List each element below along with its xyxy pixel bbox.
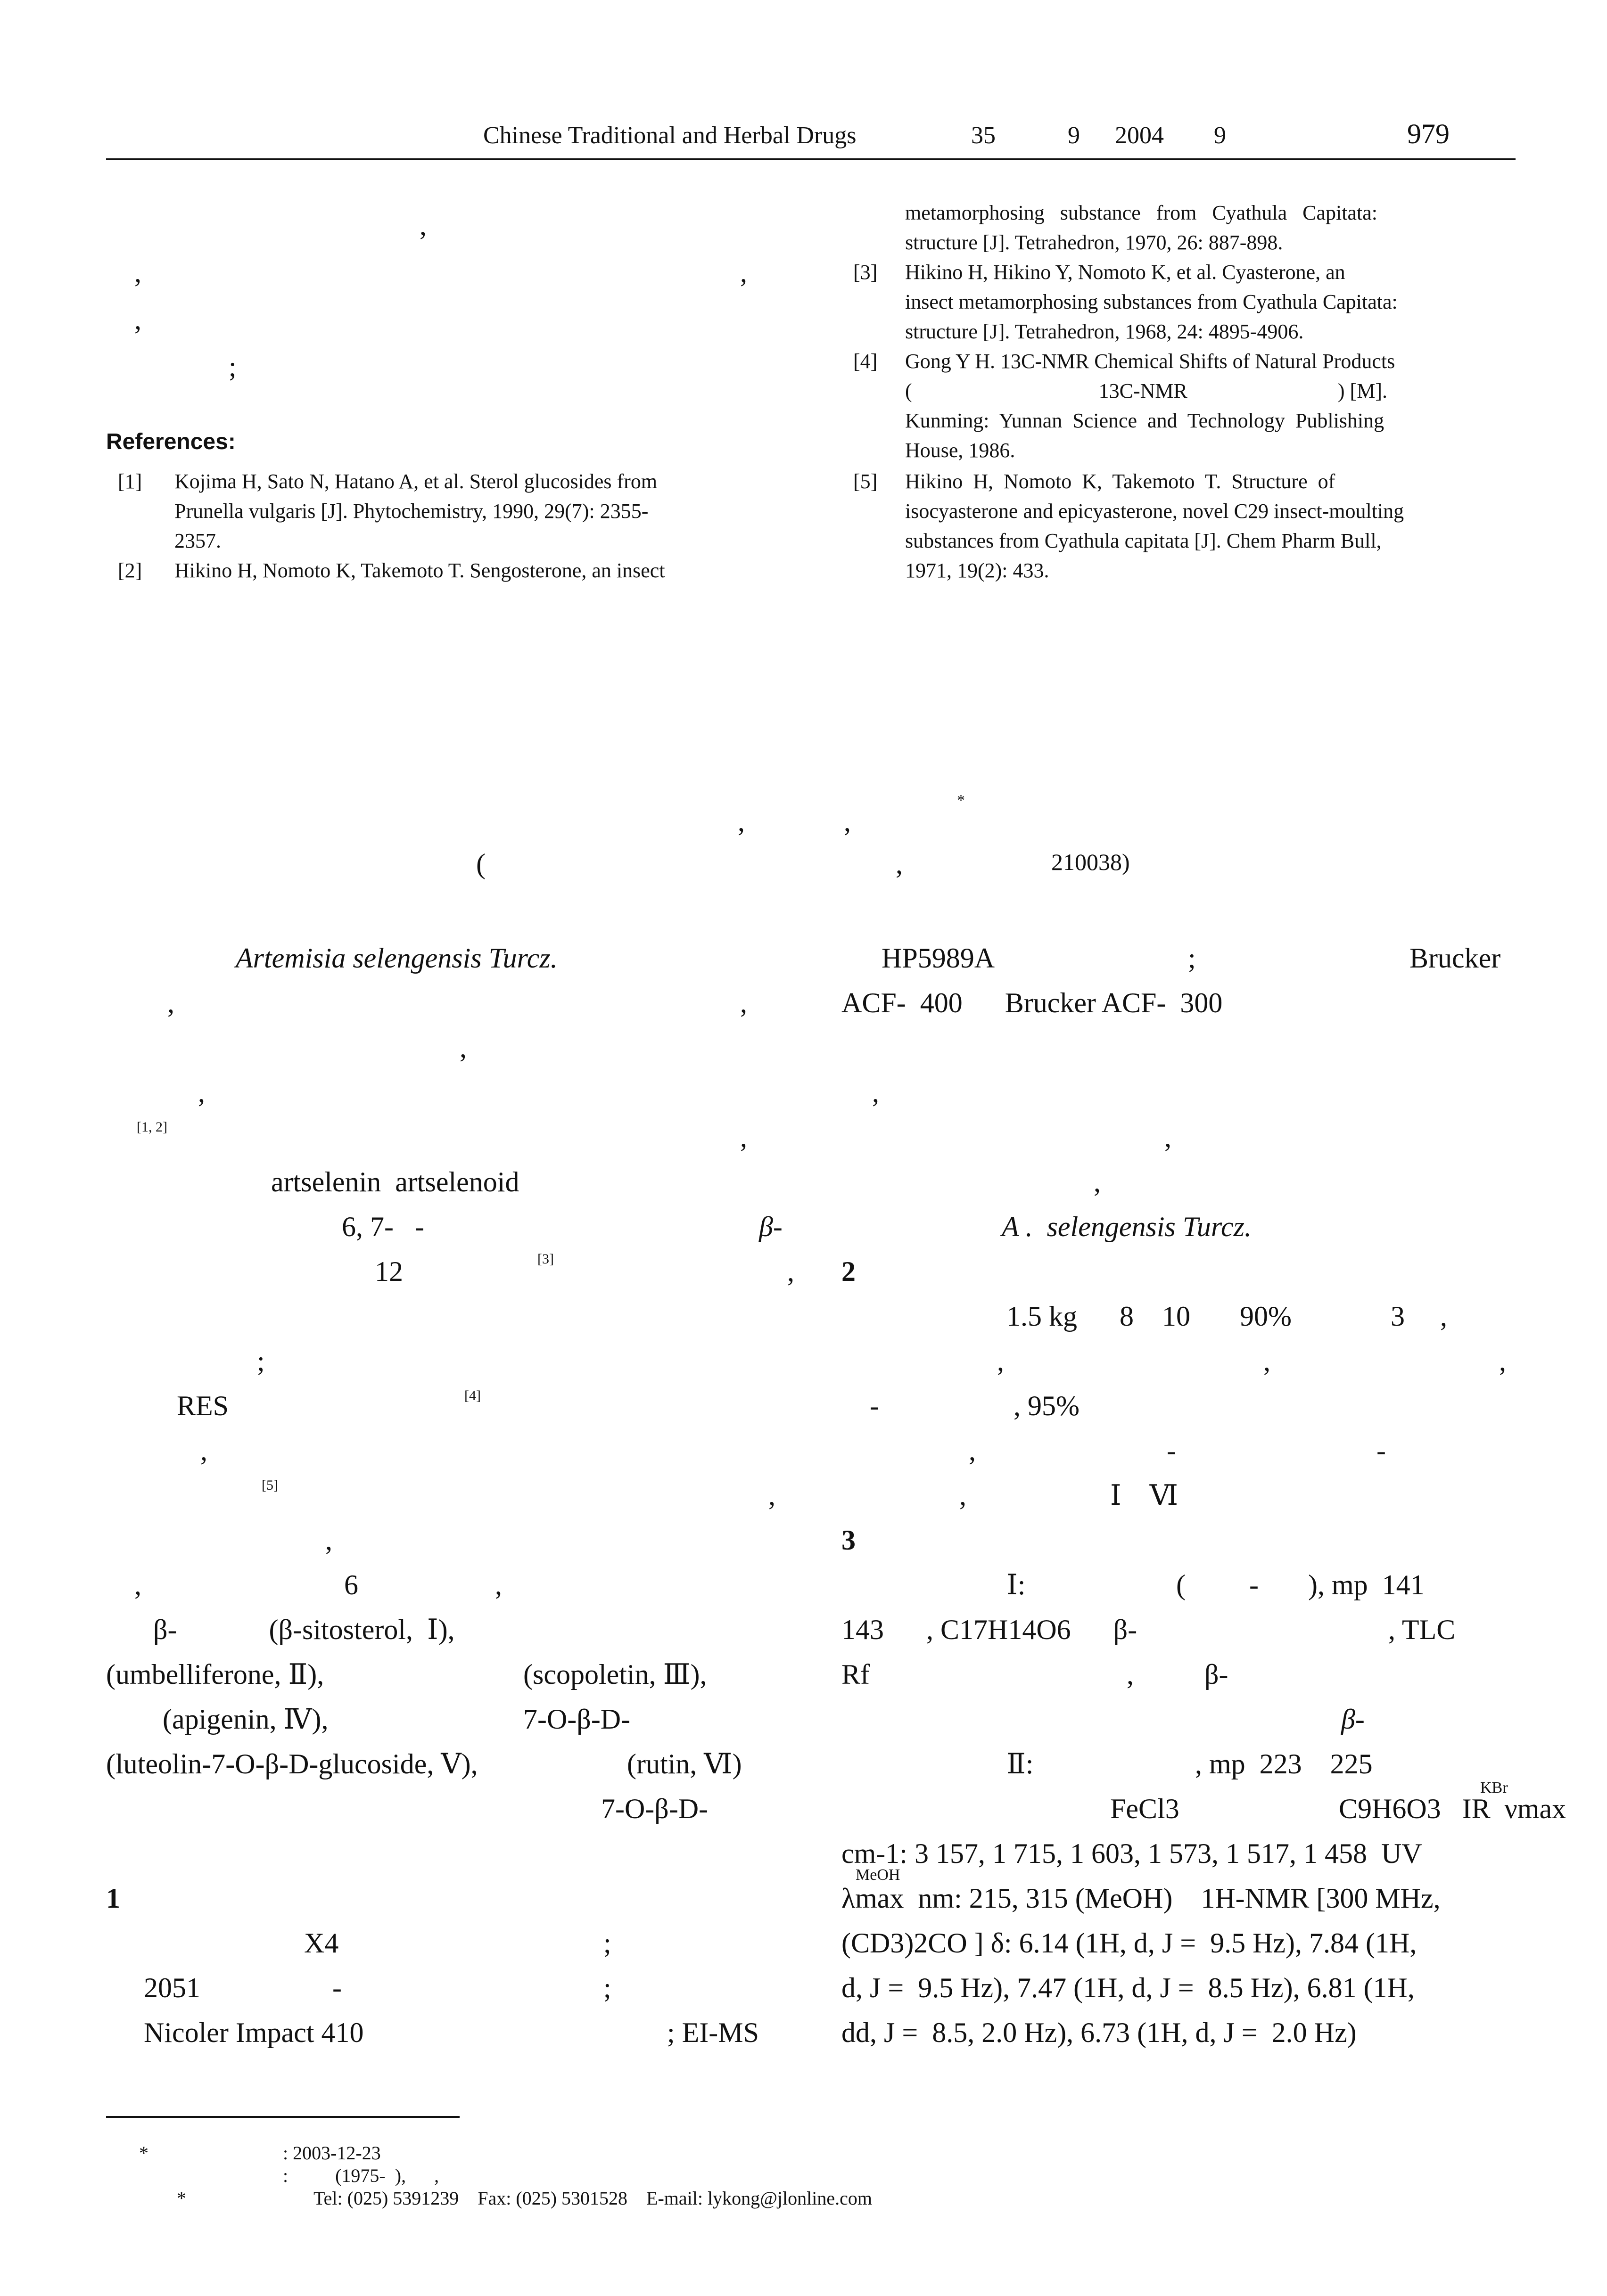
- body-line: ,: [460, 1032, 467, 1063]
- ref-line: insect metamorphosing substances from Cyathula Capitata:: [905, 290, 1398, 313]
- body-line: , mp 223 225: [1195, 1748, 1373, 1779]
- body-line: ACF- 400 Brucker ACF- 300: [841, 987, 1223, 1018]
- author-star: *: [957, 792, 965, 809]
- body-line: ,: [959, 1480, 966, 1511]
- body-line: 143 , C17H14O6 β-: [841, 1614, 1137, 1645]
- ref-number: [3]: [853, 261, 878, 284]
- top-fragment: ,: [134, 257, 141, 288]
- body-line: Ⅱ:: [1006, 1748, 1034, 1779]
- body-line: ;: [257, 1345, 265, 1377]
- volume: 35: [971, 122, 996, 149]
- body-line: ; EI-MS: [667, 2017, 759, 2048]
- ref-line: Prunella vulgaris [J]. Phytochemistry, 1990, 29(7): 2355-: [174, 500, 649, 523]
- body-line: 6: [344, 1569, 358, 1600]
- body-line: -: [1167, 1435, 1176, 1466]
- body-line: ,: [768, 1480, 775, 1511]
- body-line: 12: [375, 1256, 403, 1287]
- body-line: 7-O-β-D-: [523, 1704, 631, 1735]
- top-fragment: ,: [134, 304, 141, 335]
- footnote-marker: *: [139, 2142, 148, 2164]
- body-line: ,: [740, 987, 747, 1018]
- body-line: (luteolin-7-O-β-D-glucoside, Ⅴ),: [106, 1748, 478, 1779]
- affiliation-paren: (: [476, 848, 486, 879]
- ref-number: [5]: [853, 470, 878, 493]
- section-heading: 2: [841, 1256, 856, 1287]
- body-line: ;: [603, 1927, 611, 1959]
- ref-line: Hikino H, Nomoto K, Takemoto T. Structure of: [905, 470, 1335, 493]
- page-number: 979: [1407, 118, 1450, 149]
- ref-line: Kojima H, Sato N, Hatano A, et al. Sterol glucosides from: [174, 470, 658, 493]
- top-fragment: ,: [420, 210, 427, 241]
- body-line: - , 95%: [870, 1390, 1080, 1421]
- body-line: -: [332, 1972, 342, 2003]
- ref-line: ( 13C-NMR ) [M].: [905, 379, 1387, 402]
- ref-line: structure [J]. Tetrahedron, 1970, 26: 887-898.: [905, 231, 1283, 254]
- ref-line: Kunming: Yunnan Science and Technology Publishing: [905, 409, 1384, 432]
- top-fragment: ,: [740, 257, 747, 288]
- body-line: ( - ), mp 141: [1176, 1569, 1425, 1600]
- body-line: (rutin, Ⅵ): [627, 1748, 742, 1779]
- ref-line: structure [J]. Tetrahedron, 1968, 24: 4895-4906.: [905, 320, 1304, 343]
- body-line: ,: [1164, 1122, 1171, 1153]
- section-heading: 1: [106, 1883, 120, 1914]
- body-line: β-: [1341, 1704, 1365, 1735]
- body-line: Ⅰ Ⅵ: [1110, 1480, 1178, 1511]
- ref-line: metamorphosing substance from Cyathula Capitata:: [905, 201, 1378, 224]
- body-line: Nicoler Impact 410: [144, 2017, 364, 2048]
- body-line: X4: [304, 1927, 339, 1959]
- postcode: 210038): [1051, 849, 1130, 875]
- year: 2004: [1115, 122, 1164, 149]
- body-line: (CD3)2CO ] δ: 6.14 (1H, d, J = 9.5 Hz), 7.84 (1H,: [841, 1927, 1417, 1959]
- citation: [4]: [464, 1388, 481, 1403]
- body-line: ,: [740, 1122, 747, 1153]
- footnote-rule: [106, 2116, 460, 2118]
- month: 9: [1214, 122, 1226, 149]
- references-heading: References:: [106, 429, 236, 454]
- ref-number: [4]: [853, 350, 878, 373]
- ref-line: 2357.: [174, 529, 221, 552]
- body-line: ,: [198, 1077, 205, 1108]
- issue: 9: [1068, 122, 1080, 149]
- body-line: A . selengensis Turcz.: [1002, 1211, 1252, 1242]
- body-line: d, J = 9.5 Hz), 7.47 (1H, d, J = 8.5 Hz), 6.81 (1H,: [841, 1972, 1415, 2003]
- body-line: ,: [787, 1256, 794, 1287]
- body-line: Ⅰ:: [1006, 1569, 1026, 1600]
- body-line: ,: [969, 1435, 976, 1466]
- ref-number: [1]: [118, 470, 142, 493]
- body-line: ;: [1188, 943, 1196, 974]
- body-line: ,: [1263, 1345, 1270, 1377]
- body-line: , TLC: [1388, 1614, 1456, 1645]
- body-line: ,: [1499, 1345, 1506, 1377]
- body-line: ,: [167, 987, 174, 1018]
- body-line: (umbelliferone, Ⅱ),: [106, 1659, 324, 1690]
- body-line: 6, 7- -: [342, 1211, 424, 1242]
- footnote-text: : (1975- ), ,: [283, 2165, 439, 2186]
- author-commas: , ,: [738, 806, 851, 837]
- section-heading: 3: [841, 1525, 856, 1556]
- footnote-text: Tel: (025) 5391239 Fax: (025) 5301528 E-mail: lykong@jlonline.com: [313, 2188, 872, 2209]
- ref-line: Gong Y H. 13C-NMR Chemical Shifts of Natural Products: [905, 350, 1395, 373]
- citation: [5]: [262, 1477, 278, 1493]
- body-line: (apigenin, Ⅳ),: [163, 1704, 329, 1735]
- body-line: Artemisia selengensis Turcz.: [236, 943, 558, 974]
- journal-name: Chinese Traditional and Herbal Drugs: [483, 122, 857, 149]
- body-line: λmax nm: 215, 315 (MeOH) 1H-NMR [300 MHz,: [841, 1883, 1441, 1914]
- body-line: ,: [325, 1525, 332, 1556]
- body-line: ,: [872, 1077, 879, 1108]
- ref-line: 1971, 19(2): 433.: [905, 559, 1049, 582]
- citation: [3]: [537, 1251, 554, 1267]
- footnote-marker: *: [177, 2188, 186, 2209]
- body-line: ,: [495, 1569, 502, 1600]
- top-fragment: ;: [229, 351, 237, 382]
- body-line: dd, J = 8.5, 2.0 Hz), 6.73 (1H, d, J = 2.0 Hz): [841, 2017, 1357, 2048]
- body-line: 7-O-β-D-: [601, 1793, 709, 1824]
- body-line: Rf: [841, 1659, 870, 1690]
- citation: [1, 2]: [137, 1119, 167, 1135]
- body-line: ;: [603, 1972, 611, 2003]
- body-line: HP5989A: [882, 943, 995, 974]
- body-line: (scopoletin, Ⅲ),: [523, 1659, 707, 1690]
- header-rule: [106, 158, 1516, 160]
- ref-line: Hikino H, Hikino Y, Nomoto K, et al. Cyasterone, an: [905, 261, 1345, 284]
- body-line: C9H6O3 IR νmax: [1339, 1793, 1566, 1824]
- body-line: cm-1: 3 157, 1 715, 1 603, 1 573, 1 517, 1 458 UV: [841, 1838, 1422, 1869]
- ref-line: Hikino H, Nomoto K, Takemoto T. Sengosterone, an insect: [174, 559, 665, 582]
- ref-line: isocyasterone and epicyasterone, novel C29 insect-moulting: [905, 500, 1404, 523]
- body-line: β-: [759, 1211, 783, 1242]
- body-line: Brucker: [1409, 943, 1501, 974]
- body-line: ,: [1094, 1166, 1101, 1197]
- body-line: ,: [200, 1435, 207, 1466]
- body-line: artselenin artselenoid: [271, 1166, 519, 1197]
- footnote-text: : 2003-12-23: [283, 2142, 381, 2164]
- body-line: FeCl3: [1110, 1793, 1179, 1824]
- superscript: MeOH: [856, 1866, 900, 1884]
- body-line: , β-: [1127, 1659, 1228, 1690]
- ref-line: House, 1986.: [905, 439, 1015, 462]
- superscript: KBr: [1480, 1779, 1508, 1796]
- ref-line: substances from Cyathula capitata [J]. Chem Pharm Bull,: [905, 529, 1382, 552]
- ref-number: [2]: [118, 559, 142, 582]
- body-line: 1.5 kg 8 10 90% 3 ,: [1006, 1301, 1447, 1332]
- body-line: RES: [177, 1390, 229, 1421]
- body-line: β- (β-sitosterol, Ⅰ),: [153, 1614, 455, 1645]
- body-line: ,: [134, 1569, 141, 1600]
- body-line: -: [1376, 1435, 1386, 1466]
- body-line: ,: [997, 1345, 1004, 1377]
- affiliation-comma: ,: [896, 848, 903, 879]
- body-line: 2051: [144, 1972, 200, 2003]
